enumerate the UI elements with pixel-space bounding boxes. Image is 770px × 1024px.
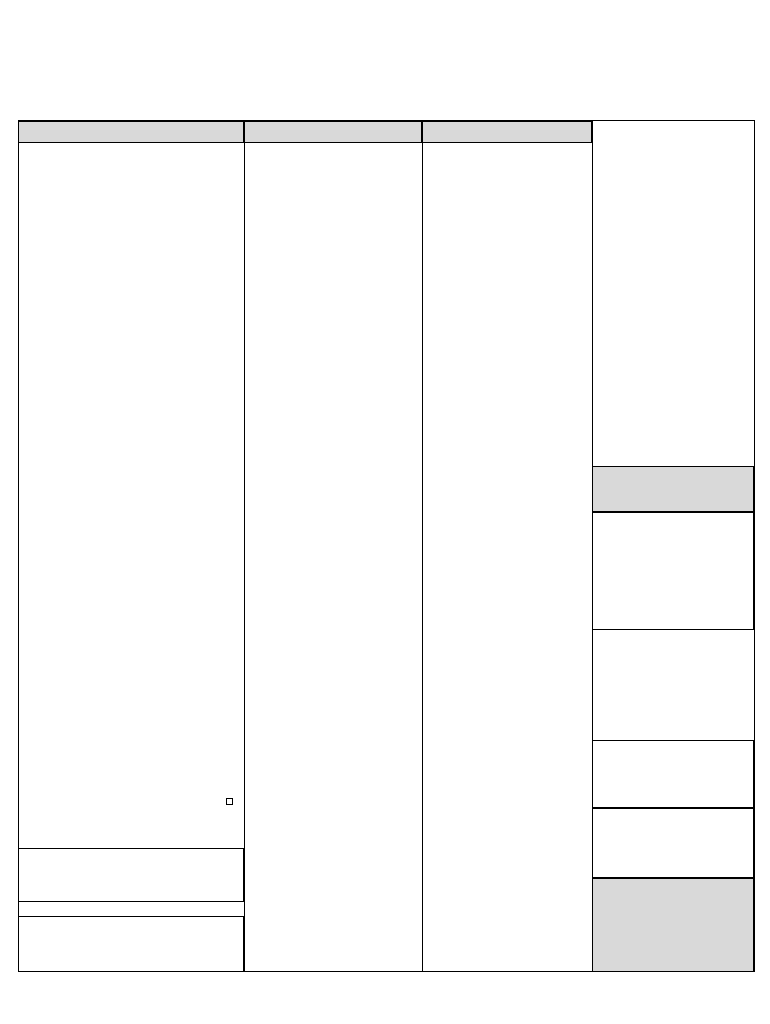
electives-heading-box xyxy=(422,121,592,143)
divider-right xyxy=(754,120,755,972)
gpa-box xyxy=(592,740,754,808)
divider-left xyxy=(18,120,19,972)
divider-1 xyxy=(244,120,245,972)
divider-2 xyxy=(422,120,423,972)
major-heading-box xyxy=(244,121,422,143)
ethics-note-box xyxy=(18,916,244,972)
thesis-note-box xyxy=(18,848,244,902)
last30-box xyxy=(592,466,754,512)
progress-box xyxy=(592,512,754,630)
minor-box xyxy=(592,878,754,972)
thesis-checkbox[interactable] xyxy=(226,798,233,805)
core-box xyxy=(592,808,754,878)
honors-heading-box xyxy=(18,121,244,143)
